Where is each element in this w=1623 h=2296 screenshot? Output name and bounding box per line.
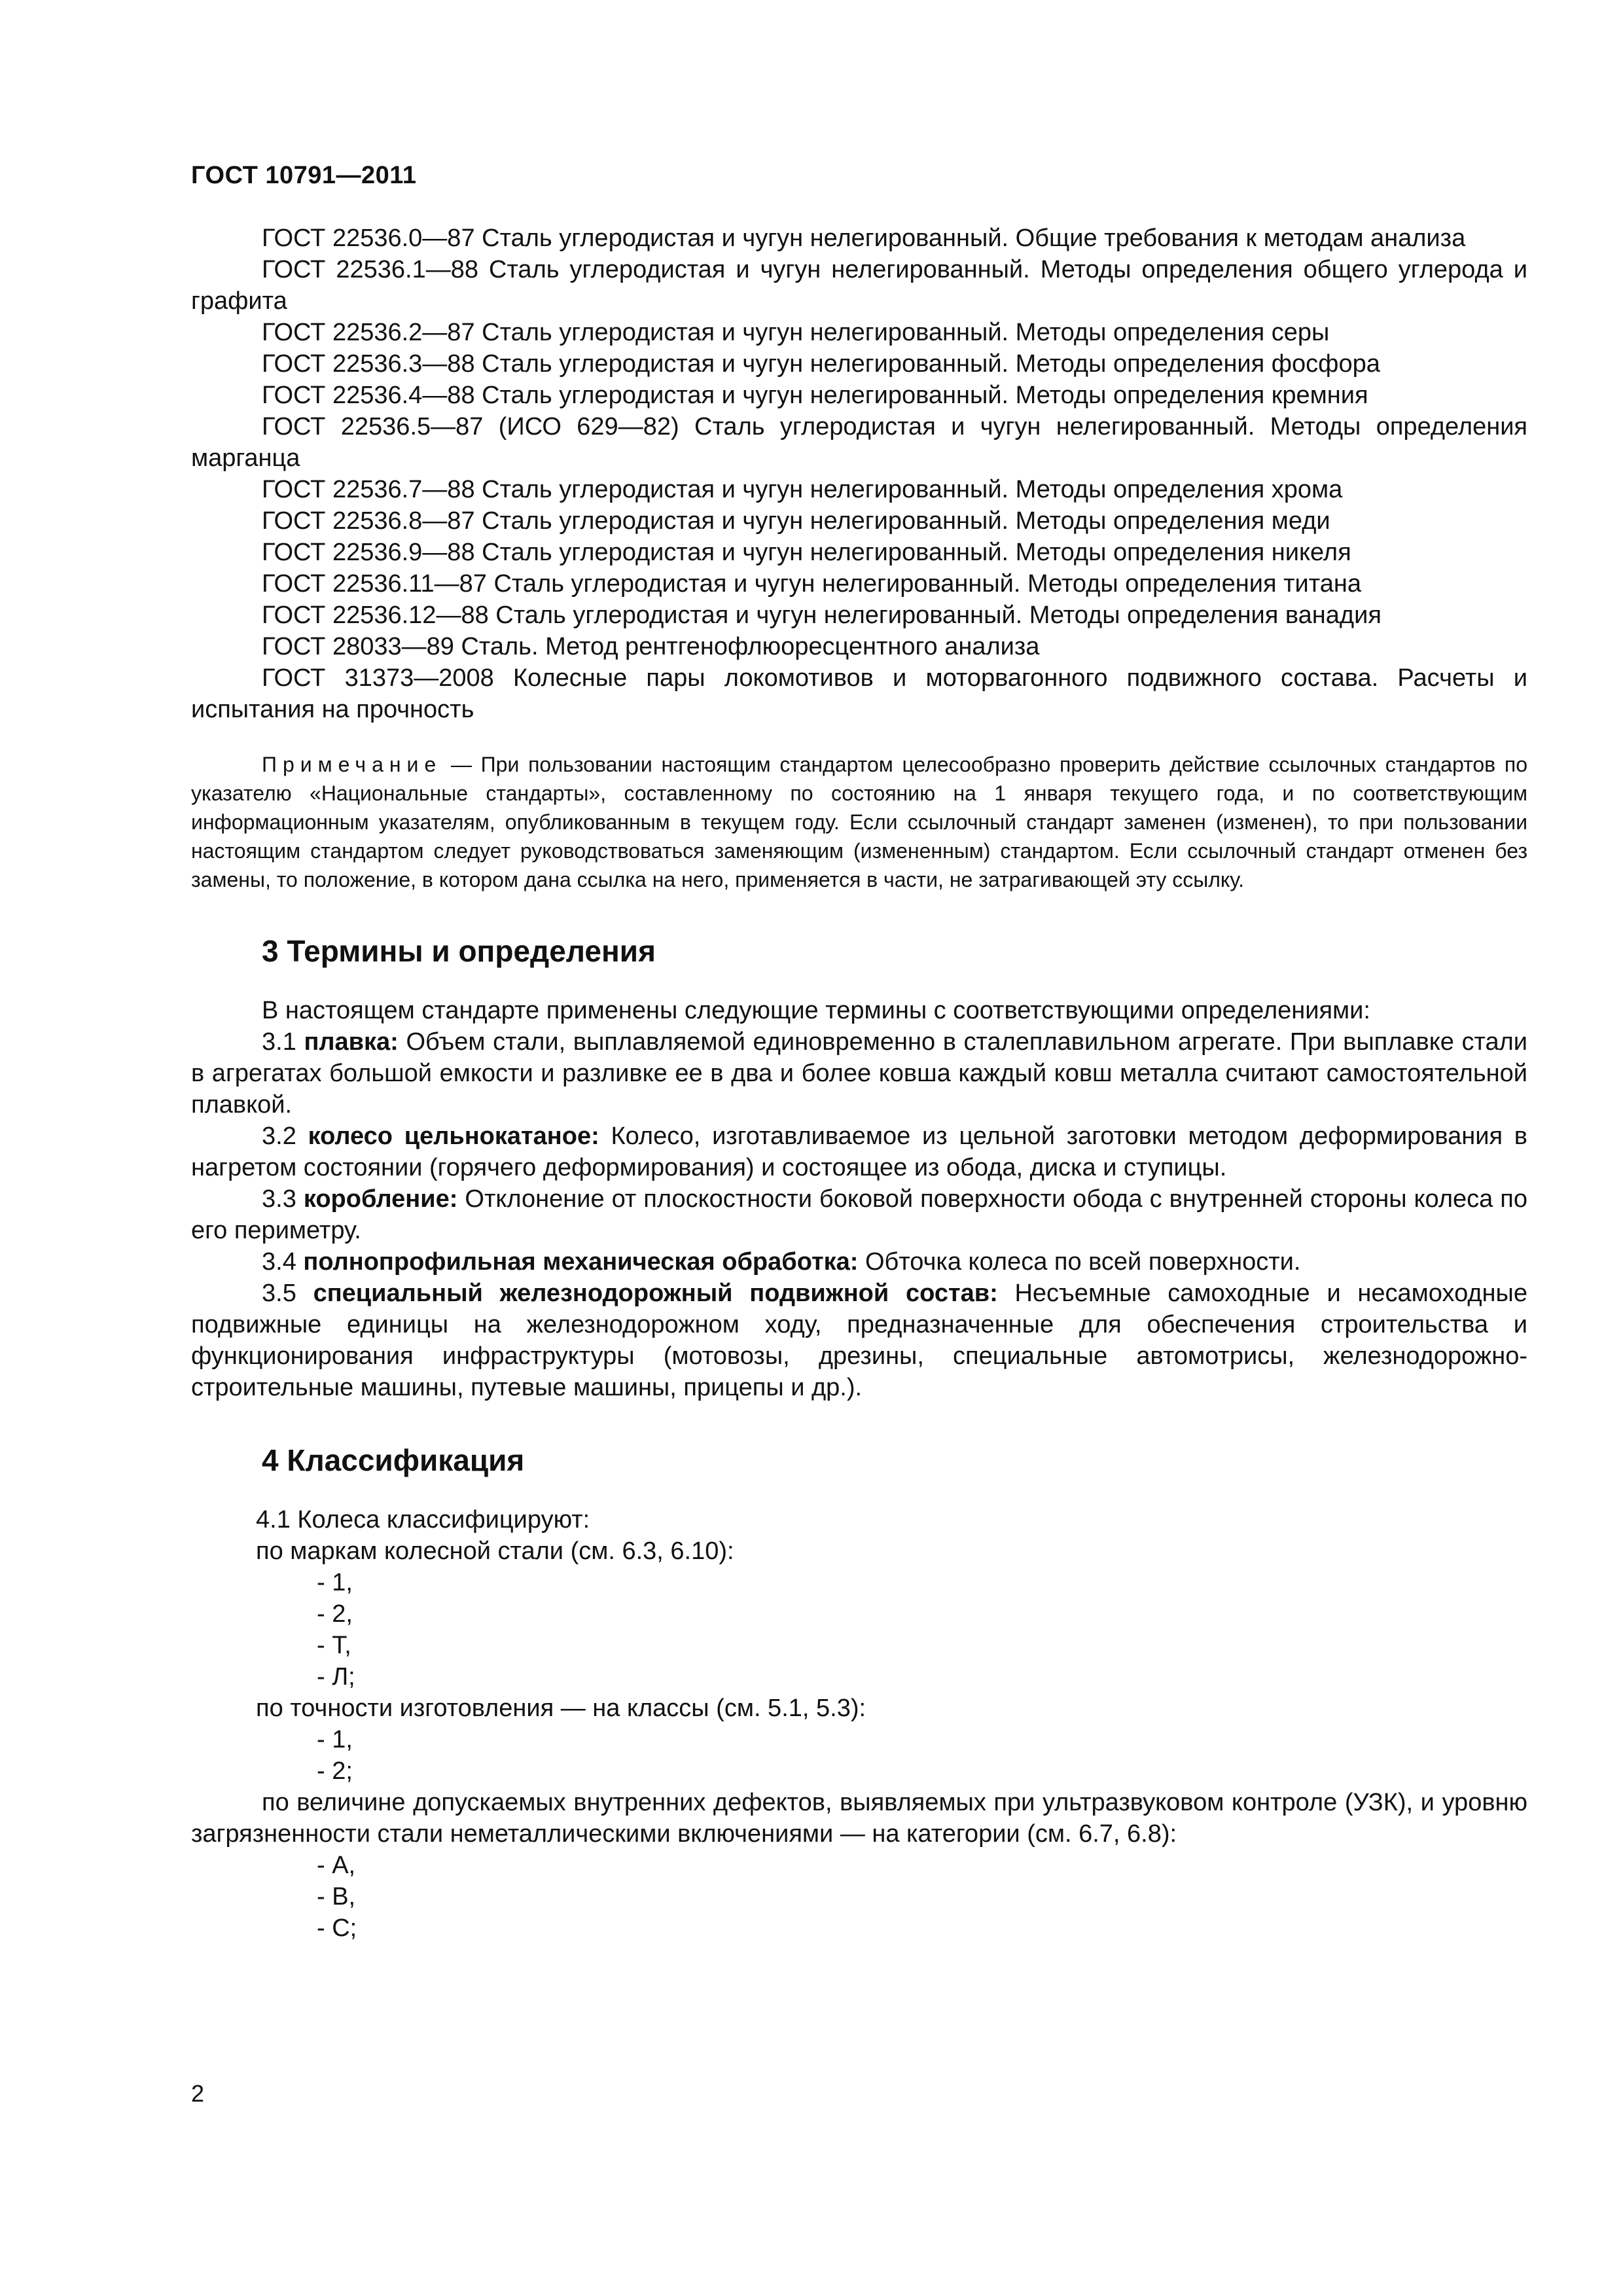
classification-by-accuracy: по точности изготовления — на классы (см. 5.1, 5.3): [256,1695,866,1722]
reference-item [191,537,1527,568]
reference-item [191,662,1527,725]
term-label: специальный железнодорожный подвижной состав: [313,1280,998,1307]
reference-code: ГОСТ 22536.7—88 [262,476,475,503]
term-number: 3.3 [262,1185,296,1213]
reference-code: ГОСТ 22536.9—88 [262,539,475,566]
term-label: плавка: [304,1028,399,1056]
reference-title: Сталь углеродистая и чугун нелегированный. Методы определения хрома [482,476,1343,503]
document-body [191,223,1527,1944]
term-number: 3.2 [262,1122,296,1150]
section-3-heading: 3 Термины и определения [262,934,656,968]
list-item: - 2; [317,1757,353,1785]
term-3-5 [191,1278,1527,1403]
reference-code: ГОСТ 22536.2—87 [262,319,475,346]
section-3-intro: В настоящем стандарте применены следующие термины с соответствующими определениями: [262,997,1370,1024]
term-definition: Отклонение от плоскостности боковой поверхности обода с внутренней стороны колеса по его периметру. [191,1185,1527,1244]
reference-title: Сталь углеродистая и чугун нелегированный. Методы определения марганца [191,413,1528,472]
note-label: Примечание [262,753,442,776]
term-definition: Несъемные самоходные и несамоходные подвижные единицы на железнодорожном ходу, предназначенные для обеспечения строительства и функционирования инфраструктуры (мотовозы, дрезины, специальные автомотрисы, железнодорожно-строительные машины, путевые машины, прицепы и др.). [191,1280,1527,1401]
list-item: - А, [317,1852,356,1879]
term-3-3 [191,1183,1527,1246]
reference-code: ГОСТ 22536.11—87 [262,570,487,598]
classification-lead: 4.1 Колеса классифицируют: [256,1506,590,1534]
page-number: 2 [191,2080,205,2107]
reference-item [191,474,1527,505]
term-definition: Колесо, изготавливаемое из цельной заготовки методом деформирования в нагретом состоянии (горячего деформирования) и состоящее из обода, диска и ступицы. [191,1122,1527,1181]
reference-item [191,348,1527,380]
reference-item [191,600,1527,631]
reference-title: Сталь. Метод рентгенофлюоресцентного анализа [461,633,1040,660]
reference-code: ГОСТ 31373—2008 [262,664,494,692]
term-label: колесо цельнокатаное: [308,1122,599,1150]
classification-by-grade: по маркам колесной стали (см. 6.3, 6.10): [256,1537,734,1565]
reference-item [191,380,1527,411]
list-item: - Т, [317,1632,351,1659]
reference-title: Сталь углеродистая и чугун нелегированный. Методы определения фосфора [482,350,1380,378]
reference-title: Колесные пары локомотивов и моторвагонного подвижного состава. Расчеты и испытания на прочность [191,664,1528,723]
term-number: 3.1 [262,1028,296,1056]
term-3-4 [191,1246,1527,1278]
term-3-1 [191,1026,1527,1121]
term-definition: Объем стали, выплавляемой единовременно в сталеплавильном агрегате. При выплавке стали в агрегатах большой емкости и разливке ее в два и более ковша каждый ковш металла считают самостоятельной плавкой. [191,1028,1527,1119]
term-definition: Обточка колеса по всей поверхности. [865,1248,1301,1276]
reference-code: ГОСТ 22536.8—87 [262,507,475,535]
reference-title: Сталь углеродистая и чугун нелегированный. Методы определения общего углерода и графита [191,256,1527,315]
term-number: 3.4 [262,1248,296,1276]
classification-by-defects: по величине допускаемых внутренних дефектов, выявляемых при ультразвуковом контроле (УЗК), и уровню загрязненности стали неметаллическими включениями — на категории (см. 6.7, 6.8): [191,1789,1527,1848]
reference-code: ГОСТ 22536.4—88 [262,382,475,409]
reference-code: ГОСТ 22536.5—87 (ИСО 629—82) [262,413,679,440]
reference-code: ГОСТ 22536.0—87 [262,224,475,252]
list-item: - 1, [317,1726,353,1753]
reference-code: ГОСТ 22536.12—88 [262,601,489,629]
reference-title: Сталь углеродистая и чугун нелегированный. Методы определения ванадия [495,601,1382,629]
reference-code: ГОСТ 22536.3—88 [262,350,475,378]
list-item: - 2, [317,1600,353,1628]
term-label: коробление: [303,1185,458,1213]
note-paragraph [191,750,1527,894]
reference-title: Сталь углеродистая и чугун нелегированный. Методы определения никеля [482,539,1351,566]
section-4-heading: 4 Классификация [262,1443,525,1477]
reference-code: ГОСТ 22536.1—88 [262,256,479,283]
reference-item [191,223,1527,254]
term-label: полнопрофильная механическая обработка: [303,1248,859,1276]
reference-item [191,411,1527,474]
reference-title: Сталь углеродистая и чугун нелегированный. Методы определения меди [482,507,1330,535]
note-text: — При пользовании настоящим стандартом целесообразно проверить действие ссылочных стандартов по указателю «Национальные стандарты», составленному по состоянию на 1 января текущего года, и по соответствующим информационным указателям, опубликованным в текущем году. Если ссылочный стандарт заменен (изменен), то при пользовании настоящим стандартом следует руководствоваться заменяющим (измененным) стандартом. Если ссылочный стандарт отменен без замены, то положение, в котором дана ссылка на него, применяется в части, не затрагивающей эту ссылку. [191,753,1528,891]
list-item: - Л; [317,1663,355,1691]
reference-code: ГОСТ 28033—89 [262,633,454,660]
reference-item [191,317,1527,348]
reference-item [191,505,1527,537]
reference-item [191,254,1527,317]
reference-title: Сталь углеродистая и чугун нелегированный. Методы определения титана [493,570,1361,598]
reference-title: Сталь углеродистая и чугун нелегированный. Общие требования к методам анализа [482,224,1466,252]
reference-item [191,631,1527,662]
term-number: 3.5 [262,1280,296,1307]
reference-title: Сталь углеродистая и чугун нелегированный. Методы определения кремния [482,382,1368,409]
reference-item [191,568,1527,600]
document-header: ГОСТ 10791—2011 [191,162,417,189]
reference-title: Сталь углеродистая и чугун нелегированный. Методы определения серы [482,319,1330,346]
term-3-2 [191,1121,1527,1183]
list-item: - В, [317,1883,356,1910]
list-item: - С; [317,1914,357,1942]
list-item: - 1, [317,1569,353,1596]
references-list [191,223,1527,725]
